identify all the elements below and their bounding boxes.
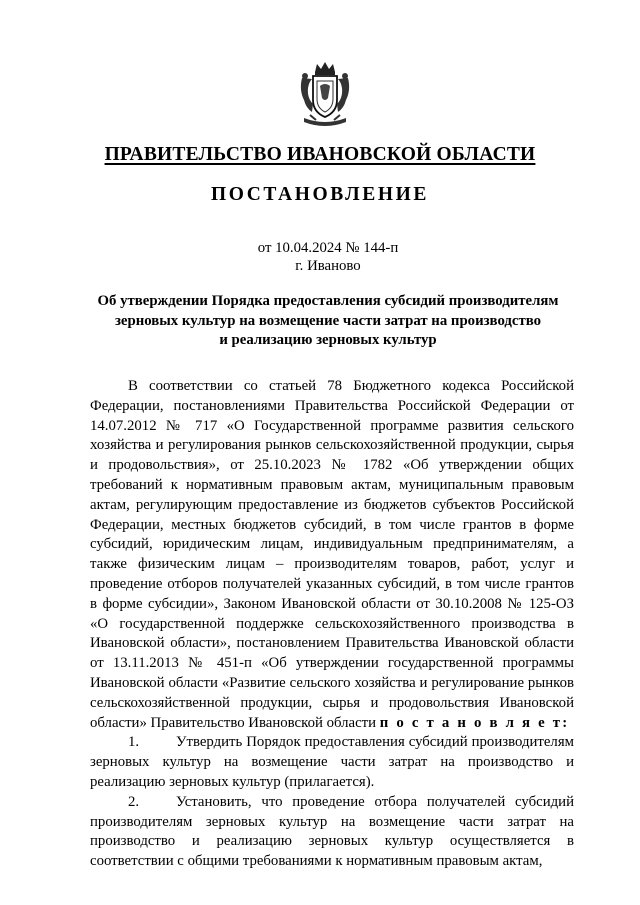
subject-line-1: Об утверждении Порядка предоставления субсидий производителям <box>97 293 559 309</box>
item-1-text: Утвердить Порядок предоставления субсидий производителям зерновых культур на возмещение части затрат на производство и реализацию зерновых культур (прилагается). <box>90 734 574 790</box>
government-title-text: ПРАВИТЕЛЬСТВО ИВАНОВСКОЙ ОБЛАСТИ <box>104 144 536 165</box>
item-2-paragraph <box>90 793 574 872</box>
item-1-paragraph <box>90 733 574 792</box>
document-type: ПОСТАНОВЛЕНИЕ <box>210 184 430 205</box>
item-2-text: Установить, что проведение отбора получателей субсидий производителям зерновых культур на возмещение части затрат на производство и реализацию зерновых культур осуществляется в соответствии с общими требованиями к нормативным правовым актам, <box>90 793 574 870</box>
subject-line-2: зерновых культур на возмещение части затрат на производство <box>114 312 542 329</box>
item-1-number: 1. <box>128 734 140 751</box>
government-title <box>0 143 640 167</box>
coat-of-arms-icon <box>296 60 354 130</box>
document-subject <box>85 292 571 351</box>
date-number: от 10.04.2024 № 144-п <box>257 240 399 256</box>
preamble-paragraph <box>90 377 574 733</box>
item-2-number: 2. <box>128 793 140 810</box>
resolves-text: п о с т а н о в л я е т: <box>379 714 570 731</box>
document-body <box>90 377 574 872</box>
preamble-text: В соответствии со статьей 78 Бюджетного кодекса Российской Федерации, постановлениями Правительства Российской Федерации от 14.07.2012 № 717 «О Государственной программе развития сельского хозяйства и регулирования рынков сельскохозяйственной продукции, сырья и продовольствия», от 25.10.2023 № 1782 «Об утверждении общих требований к нормативным правовым актам, муниципальным правовым актам, регулирующим предоставление из бюджетов субъектов Российской Федерации, местных бюджетов субсидий, в том числе грантов в форме субсидий, юридическим лицам, индивидуальным предпринимателям, а также физическим лицам – производителям товаров, работ, услуг и проведение отборов получателей указанных субсидий, в том числе грантов в форме субсидии», Законом Ивановской области от 30.10.2008 № 125-ОЗ «О государственной поддержке сельскохозяйственного производства в Ивановской области», постановлением Правительства Ивановской области от 13.11.2013 № 451-п «Об утверждении государственной программы Ивановской области «Развитие сельского хозяйства и регулирование рынков сельскохозяйственной продукции, сырья и продовольствия Ивановской области» Правительство Ивановской области <box>90 378 574 731</box>
city: г. Иваново <box>295 258 361 274</box>
subject-line-3: и реализацию зерновых культур <box>219 332 437 348</box>
